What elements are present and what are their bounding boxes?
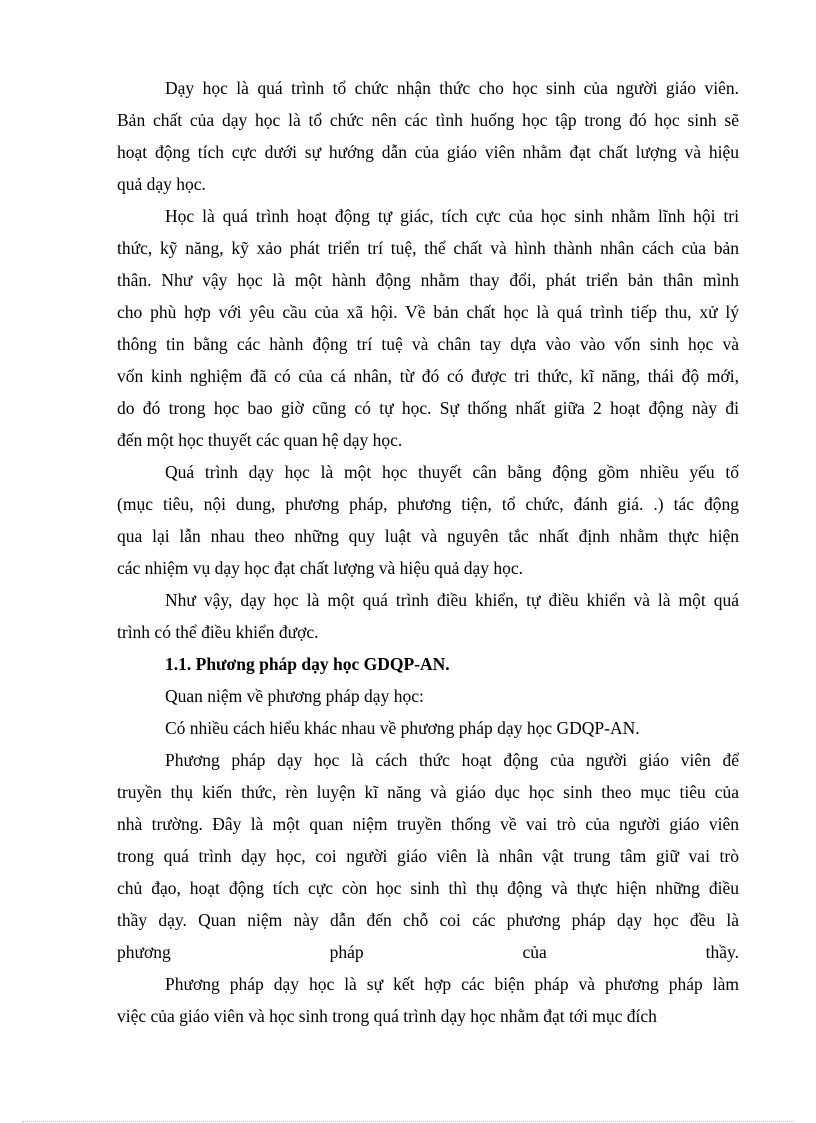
text-line: thức, kỹ năng, kỹ xảo phát triển trí tuệ, thể chất và hình thành nhân cách của bản: [117, 238, 739, 258]
text-line: các nhiệm vụ dạy học đạt chất lượng và hiệu quả dạy học.: [117, 558, 524, 578]
text-line: chủ đạo, hoạt động tích cực còn học sinh thì thụ động và thực hiện những điều: [117, 878, 739, 898]
text-line: quả dạy học.: [117, 174, 206, 194]
text-line: phương pháp của thầy.: [117, 942, 739, 962]
page-bottom-divider: [22, 1121, 794, 1122]
text-line: Quan niệm về phương pháp dạy học:: [165, 686, 424, 706]
text-line: trong quá trình dạy học, coi người giáo viên là nhân vật trung tâm giữ vai trò: [117, 846, 739, 866]
text-line: Dạy học là quá trình tổ chức nhận thức cho học sinh của người giáo viên.: [165, 78, 739, 98]
text-line: thông tin bằng các hành động trí tuệ và chân tay dựa vào vào vốn sinh học và: [117, 334, 739, 354]
text-line: việc của giáo viên và học sinh trong quá trình dạy học nhằm đạt tới mục đích: [117, 1006, 657, 1026]
text-line: do đó trong học bao giờ cũng có tự học. Sự thống nhất giữa 2 hoạt động này đi: [117, 398, 739, 418]
text-line: Phương pháp dạy học là cách thức hoạt động của người giáo viên để: [165, 750, 739, 770]
text-line: (mục tiêu, nội dung, phương pháp, phương tiện, tổ chức, đánh giá. .) tác động: [117, 494, 739, 514]
text-line: Quá trình dạy học là một học thuyết cân bằng động gồm nhiều yếu tố: [165, 462, 739, 482]
text-line: nhà trường. Đây là một quan niệm truyền thống về vai trò của người giáo viên: [117, 814, 739, 834]
text-line: Có nhiều cách hiểu khác nhau về phương pháp dạy học GDQP-AN.: [165, 718, 640, 738]
text-line: thân. Như vậy học là một hành động nhằm thay đổi, phát triển bản thân mình: [117, 270, 739, 290]
text-line: Phương pháp dạy học là sự kết hợp các biện pháp và phương pháp làm: [165, 974, 739, 994]
text-line: Bản chất của dạy học là tổ chức nên các tình huống học tập trong đó học sinh sẽ: [117, 110, 739, 130]
text-line: Như vậy, dạy học là một quá trình điều khiển, tự điều khiển và là một quá: [165, 590, 739, 610]
text-line: trình có thể điều khiển được.: [117, 622, 319, 642]
text-line: qua lại lẫn nhau theo những quy luật và nguyên tắc nhất định nhằm thực hiện: [117, 526, 739, 546]
text-line: hoạt động tích cực dưới sự hướng dẫn của giáo viên nhằm đạt chất lượng và hiệu: [117, 142, 739, 162]
text-line: thầy dạy. Quan niệm này dẫn đến chỗ coi các phương pháp dạy học đều là: [117, 910, 739, 930]
text-line: truyền thụ kiến thức, rèn luyện kĩ năng và giáo dục học sinh theo mục tiêu của: [117, 782, 739, 802]
text-line: đến một học thuyết các quan hệ dạy học.: [117, 430, 403, 450]
text-line: vốn kinh nghiệm đã có của cá nhân, từ đó có được tri thức, kĩ năng, thái độ mới,: [117, 366, 739, 386]
text-line: Học là quá trình hoạt động tự giác, tích cực của học sinh nhằm lĩnh hội tri: [165, 206, 739, 226]
text-line: cho phù hợp với yêu cầu của xã hội. Về bản chất học là quá trình tiếp thu, xử lý: [117, 302, 739, 322]
section-heading: 1.1. Phương pháp dạy học GDQP-AN.: [165, 654, 450, 674]
